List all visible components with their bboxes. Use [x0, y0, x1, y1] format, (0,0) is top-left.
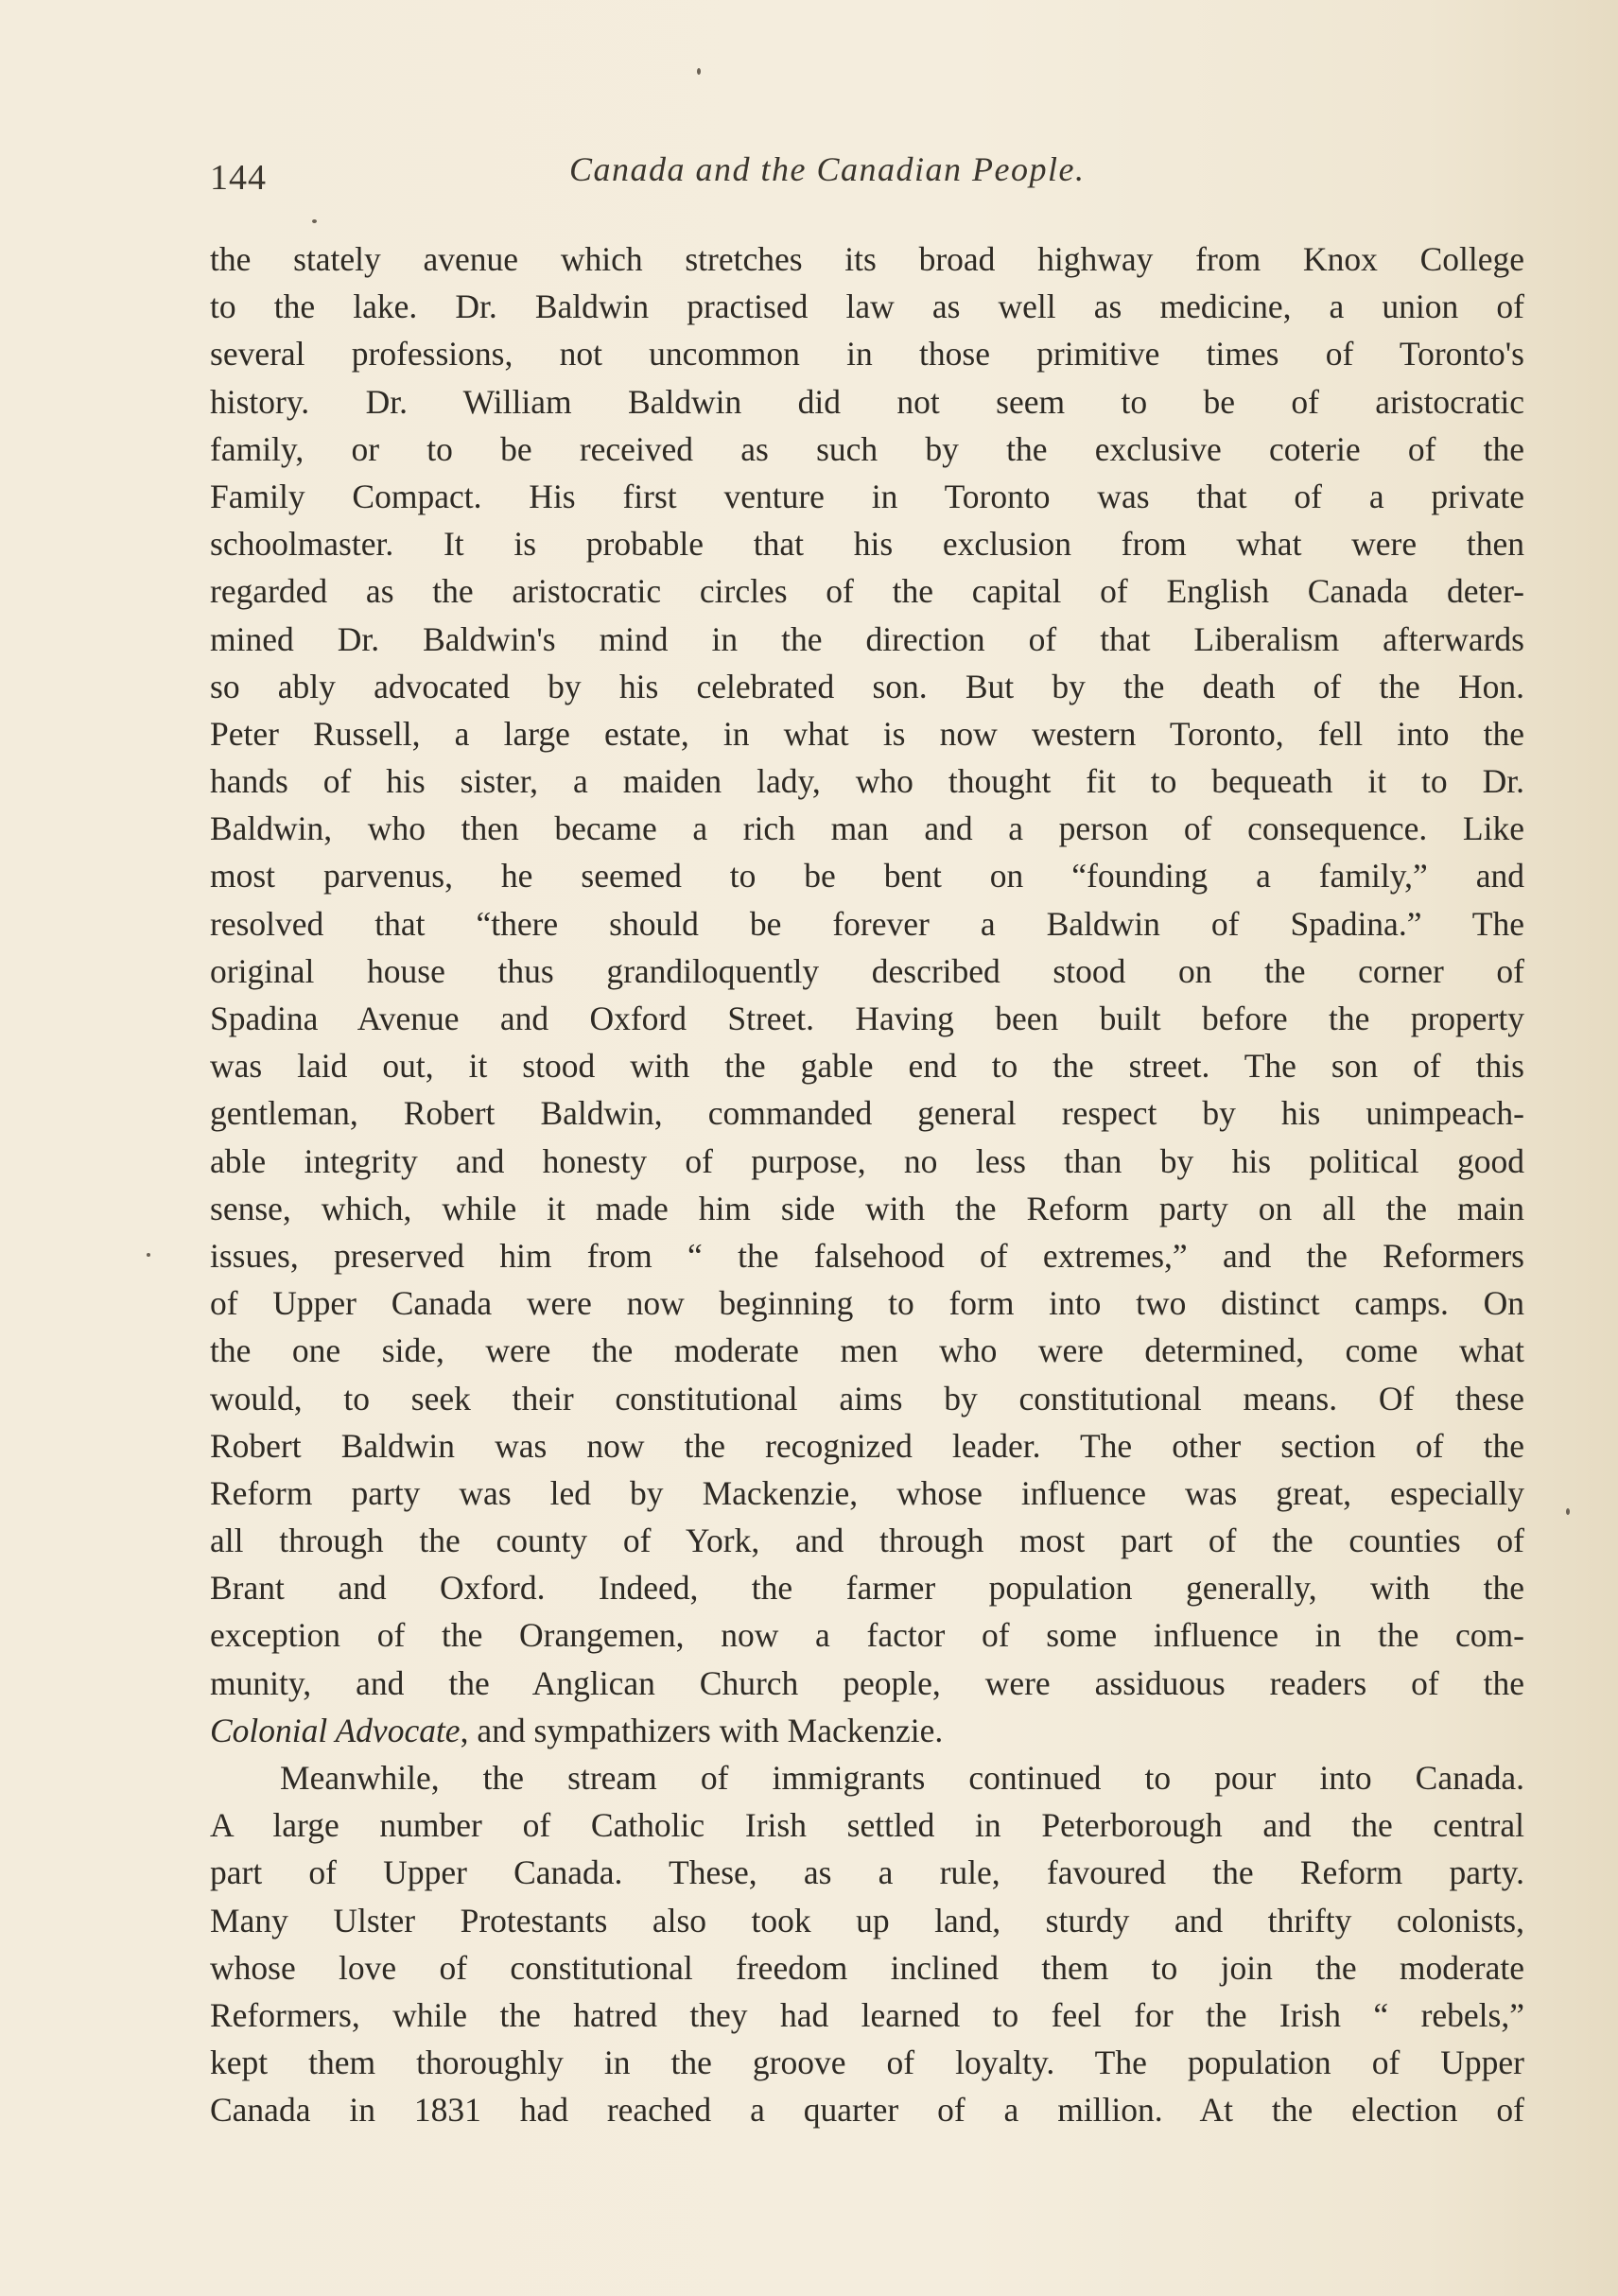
text-line: regarded as the aristocratic circles of the capital of English Canada deter-	[210, 572, 1524, 611]
text-line: the stately avenue which stretches its broad highway from Knox College	[210, 240, 1524, 278]
body-text	[210, 235, 1524, 2134]
text-line-last	[210, 1707, 1524, 1754]
paragraph	[210, 235, 1524, 1754]
text-line: so ably advocated by his celebrated son. But by the death of the Hon.	[210, 667, 1524, 705]
text-line: Family Compact. His first venture in Toronto was that of a private	[210, 477, 1524, 515]
text-line: of Upper Canada were now beginning to form into two distinct camps. On	[210, 1284, 1524, 1323]
text-line: resolved that “there should be forever a Baldwin of Spadina.” The	[210, 904, 1524, 943]
text-line-rest: , and sympathizers with Mackenzie.	[460, 1711, 944, 1749]
text-line: all through the county of York, and through most part of the counties of	[210, 1522, 1524, 1560]
text-line: munity, and the Anglican Church people, were assiduous readers of the	[210, 1663, 1524, 1702]
text-line: kept them thoroughly in the groove of loyalty. The population of Upper	[210, 2044, 1524, 2082]
publication-title: Colonial Advocate	[210, 1711, 461, 1749]
text-line: Robert Baldwin was now the recognized leader. The other section of the	[210, 1426, 1524, 1465]
text-line: several professions, not uncommon in those primitive times of Toronto's	[210, 335, 1524, 374]
text-line: sense, which, while it made him side with the Reform party on all the main	[210, 1189, 1524, 1227]
text-line: whose love of constitutional freedom inclined them to join the moderate	[210, 1948, 1524, 1987]
text-line: exception of the Orangemen, now a factor of some influence in the com-	[210, 1616, 1524, 1655]
text-line: hands of his sister, a maiden lady, who thought fit to bequeath it to Dr.	[210, 762, 1524, 801]
text-line: Baldwin, who then became a rich man and a person of consequence. Like	[210, 809, 1524, 848]
text-line: Many Ulster Protestants also took up land, sturdy and thrifty colonists,	[210, 1901, 1524, 1939]
text-line: able integrity and honesty of purpose, no less than by his political good	[210, 1141, 1524, 1180]
page-number: 144	[210, 158, 267, 198]
text-line: schoolmaster. It is probable that his exclusion from what were then	[210, 525, 1524, 564]
text-line: issues, preserved him from “ the falsehood of extremes,” and the Reformers	[210, 1236, 1524, 1275]
text-line: mined Dr. Baldwin's mind in the direction of that Liberalism afterwards	[210, 619, 1524, 658]
text-line: would, to seek their constitutional aims by constitutional means. Of these	[210, 1379, 1524, 1418]
text-line: most parvenus, he seemed to be bent on “founding a family,” and	[210, 857, 1524, 896]
print-speck	[312, 219, 317, 223]
text-line: history. Dr. William Baldwin did not seem to be of aristocratic	[210, 382, 1524, 421]
text-line: gentleman, Robert Baldwin, commanded general respect by his unimpeach-	[210, 1094, 1524, 1133]
text-line: family, or to be received as such by the exclusive coterie of the	[210, 429, 1524, 468]
text-line: was laid out, it stood with the gable end to the street. The son of this	[210, 1047, 1524, 1086]
text-line-first: Meanwhile, the stream of immigrants continued to pour into Canada.	[280, 1759, 1524, 1797]
text-line: Spadina Avenue and Oxford Street. Having been built before the property	[210, 1000, 1524, 1037]
running-title: Canada and the Canadian People.	[569, 150, 1086, 188]
page-header	[210, 149, 1524, 206]
text-line: A large number of Catholic Irish settled in Peterborough and the central	[210, 1806, 1524, 1845]
text-line: Canada in 1831 had reached a quarter of a million. At the election of	[210, 2091, 1524, 2130]
text-line: part of Upper Canada. These, as a rule, favoured the Reform party.	[210, 1853, 1524, 1892]
text-line: to the lake. Dr. Baldwin practised law as well as medicine, a union of	[210, 287, 1524, 326]
text-line: Peter Russell, a large estate, in what is now western Toronto, fell into the	[210, 714, 1524, 753]
text-line: the one side, were the moderate men who were determined, come what	[210, 1331, 1524, 1370]
text-line: original house thus grandiloquently described stood on the corner of	[210, 951, 1524, 990]
text-line: Reform party was led by Mackenzie, whose influence was great, especially	[210, 1473, 1524, 1512]
text-line: Reformers, while the hatred they had learned to feel for the Irish “ rebels,”	[210, 1995, 1524, 2034]
paragraph	[210, 1754, 1524, 2134]
text-line: Brant and Oxford. Indeed, the farmer population generally, with the	[210, 1569, 1524, 1608]
print-speck	[697, 68, 701, 75]
print-speck	[147, 1253, 150, 1257]
print-speck	[1566, 1508, 1570, 1515]
